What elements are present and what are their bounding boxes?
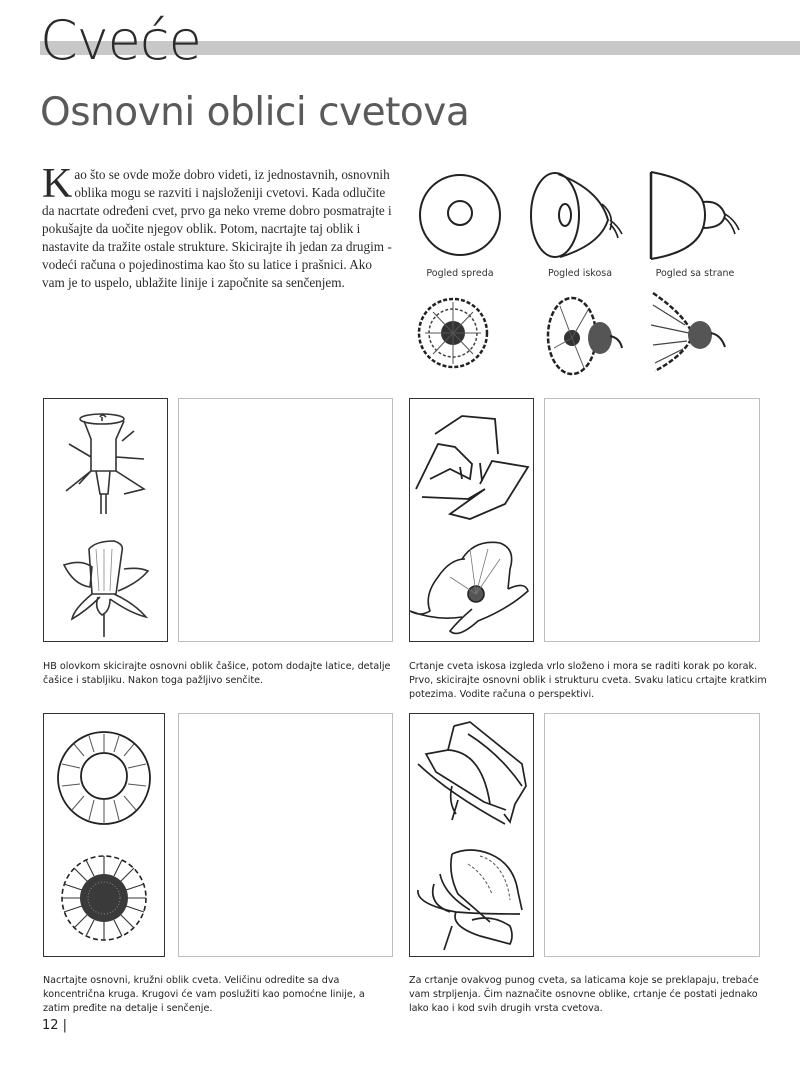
intro-text: ao što se ovde može dobro videti, iz jednostavnih, osnovnih oblika mogu se razviti i najsloženiji cvetovi. Kada odlučite da nacrtate određeni cvet, prvo ga neko vreme dobro posmatrajte i pokušajte da uočite njegov oblik. Potom, nacrtajte taj oblik i nastavite da tražite ostale strukture. Skicirajte ih jedan za drugim - vodeći računa o pojedinostima kao što su latice i prašnici. Ako vam je to uspelo, ublažite linije i započnite sa senčenjem.	[42, 167, 392, 290]
peony-sketch	[410, 714, 533, 956]
caption-poppy: Crtanje cveta iskosa izgleda vrlo složeno i mora se raditi korak po korak. Prvo, skicirajte osnovni oblik i strukturu cveta. Svaku laticu crtajte kratkim potezima. Vodite računa o perspektivi.	[409, 661, 767, 700]
view-side	[635, 160, 755, 279]
flower-angled-view-icon	[520, 160, 640, 260]
view-label: Pogled spreda	[426, 268, 494, 279]
caption-peony: Za crtanje ovakvog punog cveta, sa laticama koje se preklapaju, trebaće vam strpljenja. Čim naznačite osnovne oblike, crtanje će postati jednako lako kao i kod svih drugih vrsta cvetova.	[409, 975, 759, 1014]
view-label: Pogled sa strane	[655, 268, 735, 279]
daffodil-sketch-box	[43, 398, 168, 642]
flower-side-view-icon	[635, 160, 755, 260]
daffodil-sketch	[44, 399, 167, 641]
practice-box-peony[interactable]	[544, 713, 760, 957]
practice-box-daffodil[interactable]	[178, 398, 393, 642]
page-number: 12 |	[42, 1018, 68, 1033]
poppy-sketch-box	[409, 398, 534, 642]
views-diagram	[405, 160, 765, 390]
drop-cap: K	[42, 161, 73, 207]
caption-daffodil: HB olovkom skicirajte osnovni oblik čašice, potom dodajte latice, detalje čašice i stabljiku. Nakon toga pažljivo senčite.	[43, 661, 391, 686]
marigold-side-illustration	[645, 285, 735, 375]
marigold-angled-illustration	[540, 288, 630, 378]
view-angled	[520, 160, 640, 279]
page-title: Cveće	[40, 9, 201, 72]
poppy-sketch	[410, 399, 533, 641]
flower-front-view-icon	[405, 160, 525, 260]
daisy-sketch-box	[43, 713, 165, 957]
page-subtitle: Osnovni oblici cvetova	[40, 90, 470, 135]
marigold-front-illustration	[415, 288, 495, 378]
practice-box-daisy[interactable]	[178, 713, 393, 957]
caption-daisy: Nacrtajte osnovni, kružni oblik cveta. Veličinu odredite sa dva koncentrična kruga. Krugovi će vam poslužiti kao pomoćne linije, a zatim pređite na detalje i senčenje.	[43, 975, 365, 1014]
daisy-sketch	[44, 714, 164, 956]
intro-paragraph	[42, 161, 392, 292]
view-front	[405, 160, 525, 279]
practice-box-poppy[interactable]	[544, 398, 760, 642]
peony-sketch-box	[409, 713, 534, 957]
view-label: Pogled iskosa	[547, 268, 613, 279]
